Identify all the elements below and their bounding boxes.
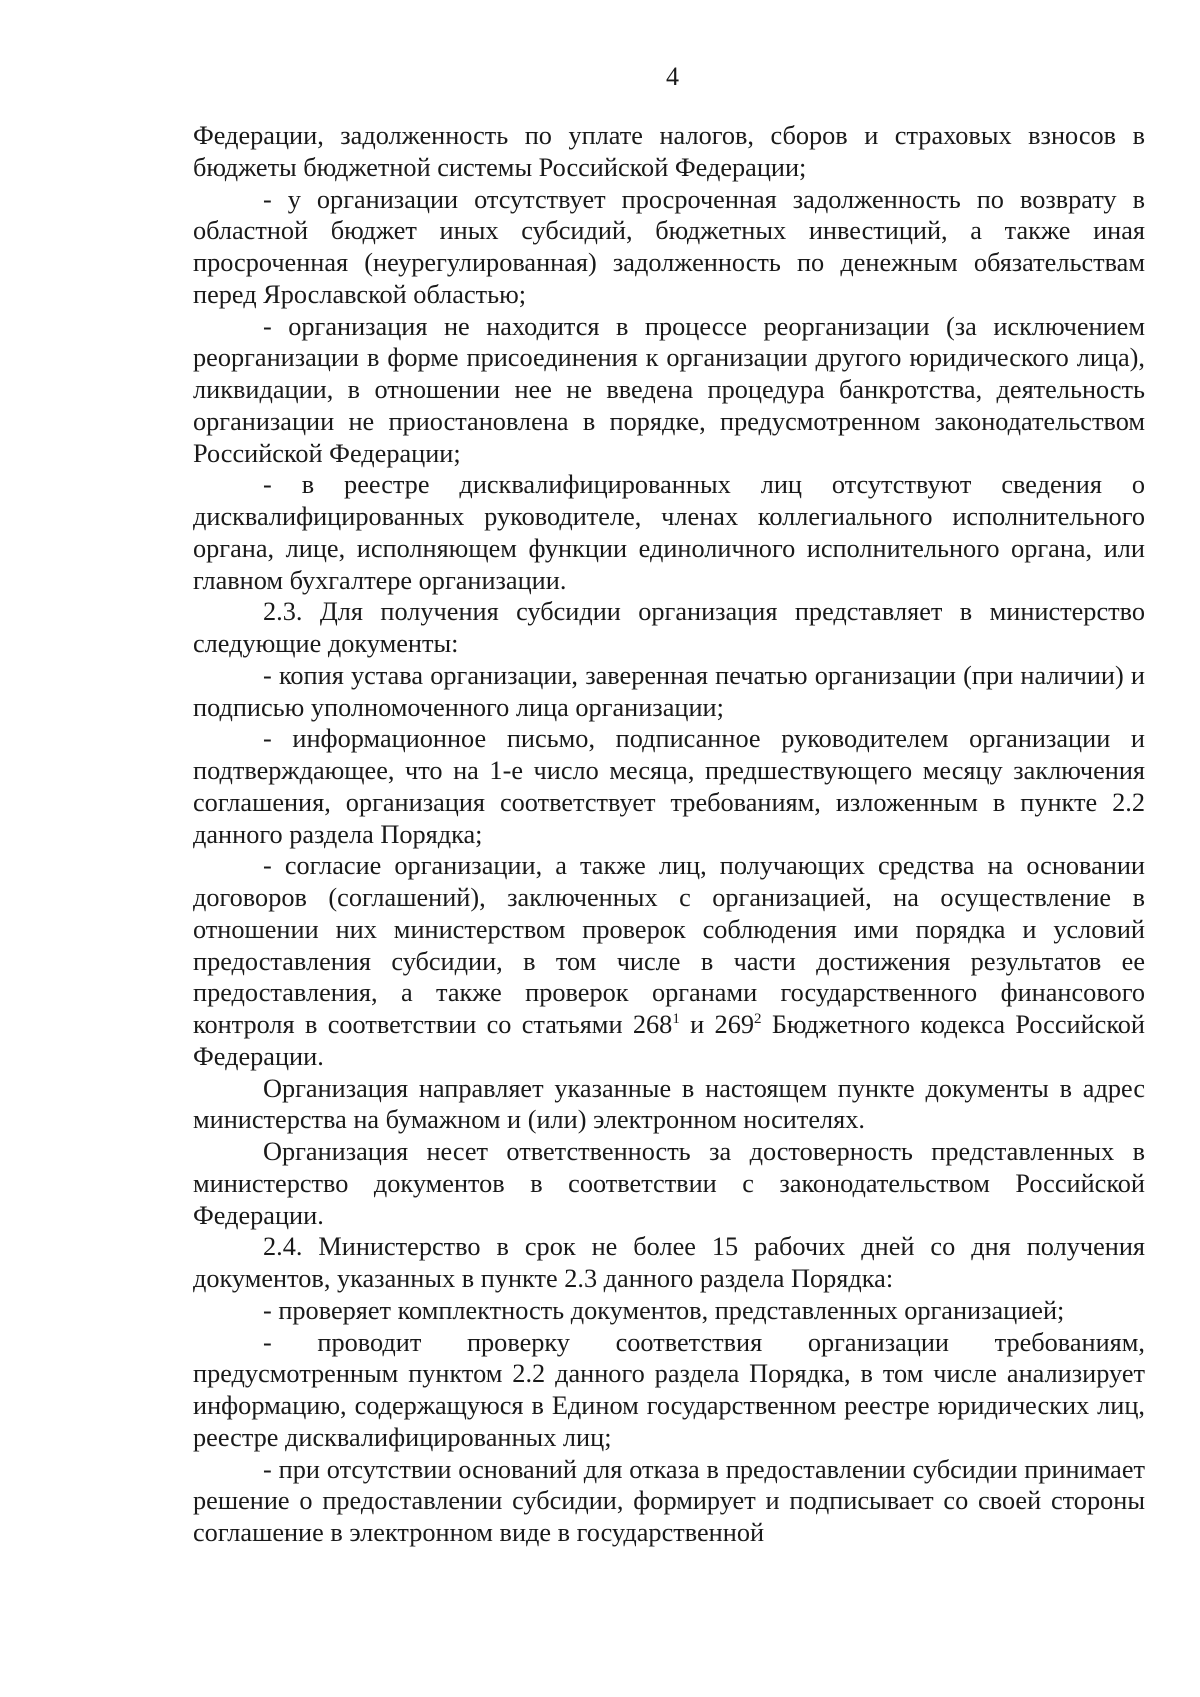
article-268: 268 xyxy=(632,1010,673,1039)
paragraph-consent xyxy=(193,850,1145,1072)
paragraph-charter-copy: - копия устава организации, заверенная печатью организации (при наличии) и подписью уполномоченного лица организации; xyxy=(193,660,1145,722)
article-269: 269 xyxy=(714,1010,754,1039)
paragraph-2-4-heading: 2.4. Министерство в срок не более 15 рабочих дней со дня получения документов, указанных в пункте 2.3 данного раздела Порядка: xyxy=(193,1232,1145,1293)
paragraph-documents-delivery: Организация направляет указанные в настоящем пункте документы в адрес министерства на бумажном и (или) электронном носителях. xyxy=(193,1073,1145,1135)
article-268-superscript: 1 xyxy=(672,1011,680,1027)
paragraph-responsibility: Организация несет ответственность за достоверность представленных в министерство документов в соответствии с законодательством Российской Федерации. xyxy=(193,1137,1145,1230)
paragraph-federation-debts: Федерации, задолженность по уплате налогов, сборов и страховых взносов в бюджеты бюджетной системы Российской Федерации; xyxy=(193,121,1145,182)
consent-tail-text: Бюджетного кодекса Российской Федерации. xyxy=(193,1010,1146,1071)
paragraph-compliance-check: - проводит проверку соответствия организации требованиям, предусмотренным пунктом 2.2 данного раздела Порядка, в том числе анализирует информацию, содержащуюся в Едином государственном реестре юридических лиц, реестре дисквалифицированных лиц; xyxy=(193,1327,1145,1452)
consent-conjunction: и xyxy=(690,1010,705,1039)
document-body xyxy=(193,120,1145,1549)
paragraph-no-overdue-debt: - у организации отсутствует просроченная задолженность по возврату в областной бюджет иных субсидий, бюджетных инвестиций, а также иная просроченная (неурегулированная) задолженность по денежным обязательствам перед Ярославской областью; xyxy=(193,184,1145,309)
paragraph-check-completeness: - проверяет комплектность документов, представленных организацией; xyxy=(263,1295,1065,1325)
paragraph-no-reorganization: - организация не находится в процессе реорганизации (за исключением реорганизации в форме присоединения к организации другого юридического лица), ликвидации, в отношении нее не введена процедура банкротства, деятельность организации не приостановлена в порядке, предусмотренном законодательством Российской Федерации; xyxy=(193,311,1145,468)
article-269-superscript: 2 xyxy=(754,1011,762,1027)
paragraph-decision: - при отсутствии оснований для отказа в предоставлении субсидии принимает решение о предоставлении субсидии, формирует и подписывает со своей стороны соглашение в электронном виде в государственной xyxy=(193,1454,1145,1547)
paragraph-2-3-heading: 2.3. Для получения субсидии организация представляет в министерство следующие документы: xyxy=(193,597,1145,658)
page-number: 4 xyxy=(666,62,679,91)
paragraph-disqualified-registry: - в реестре дисквалифицированных лиц отсутствуют сведения о дисквалифицированных руководителе, членах коллегиального исполнительного органа, лице, исполняющем функции единоличного исполнительного органа, или главном бухгалтере организации. xyxy=(193,470,1145,595)
paragraph-information-letter: - информационное письмо, подписанное руководителем организации и подтверждающее, что на 1-е число месяца, предшествующего месяцу заключения соглашения, организация соответствует требованиям, изложенным в пункте 2.2 данного раздела Порядка; xyxy=(193,724,1145,849)
consent-text: - согласие организации, а также лиц, получающих средства на основании договоров (соглашений), заключенных с организацией, на осуществление в отношении них министерством проверок соблюдения ими порядка и условий предоставления субсидии, в том числе в части достижения результатов ее предоставления, а также проверок органами государственного финансового контроля в соответствии со статьями xyxy=(193,851,1145,1039)
